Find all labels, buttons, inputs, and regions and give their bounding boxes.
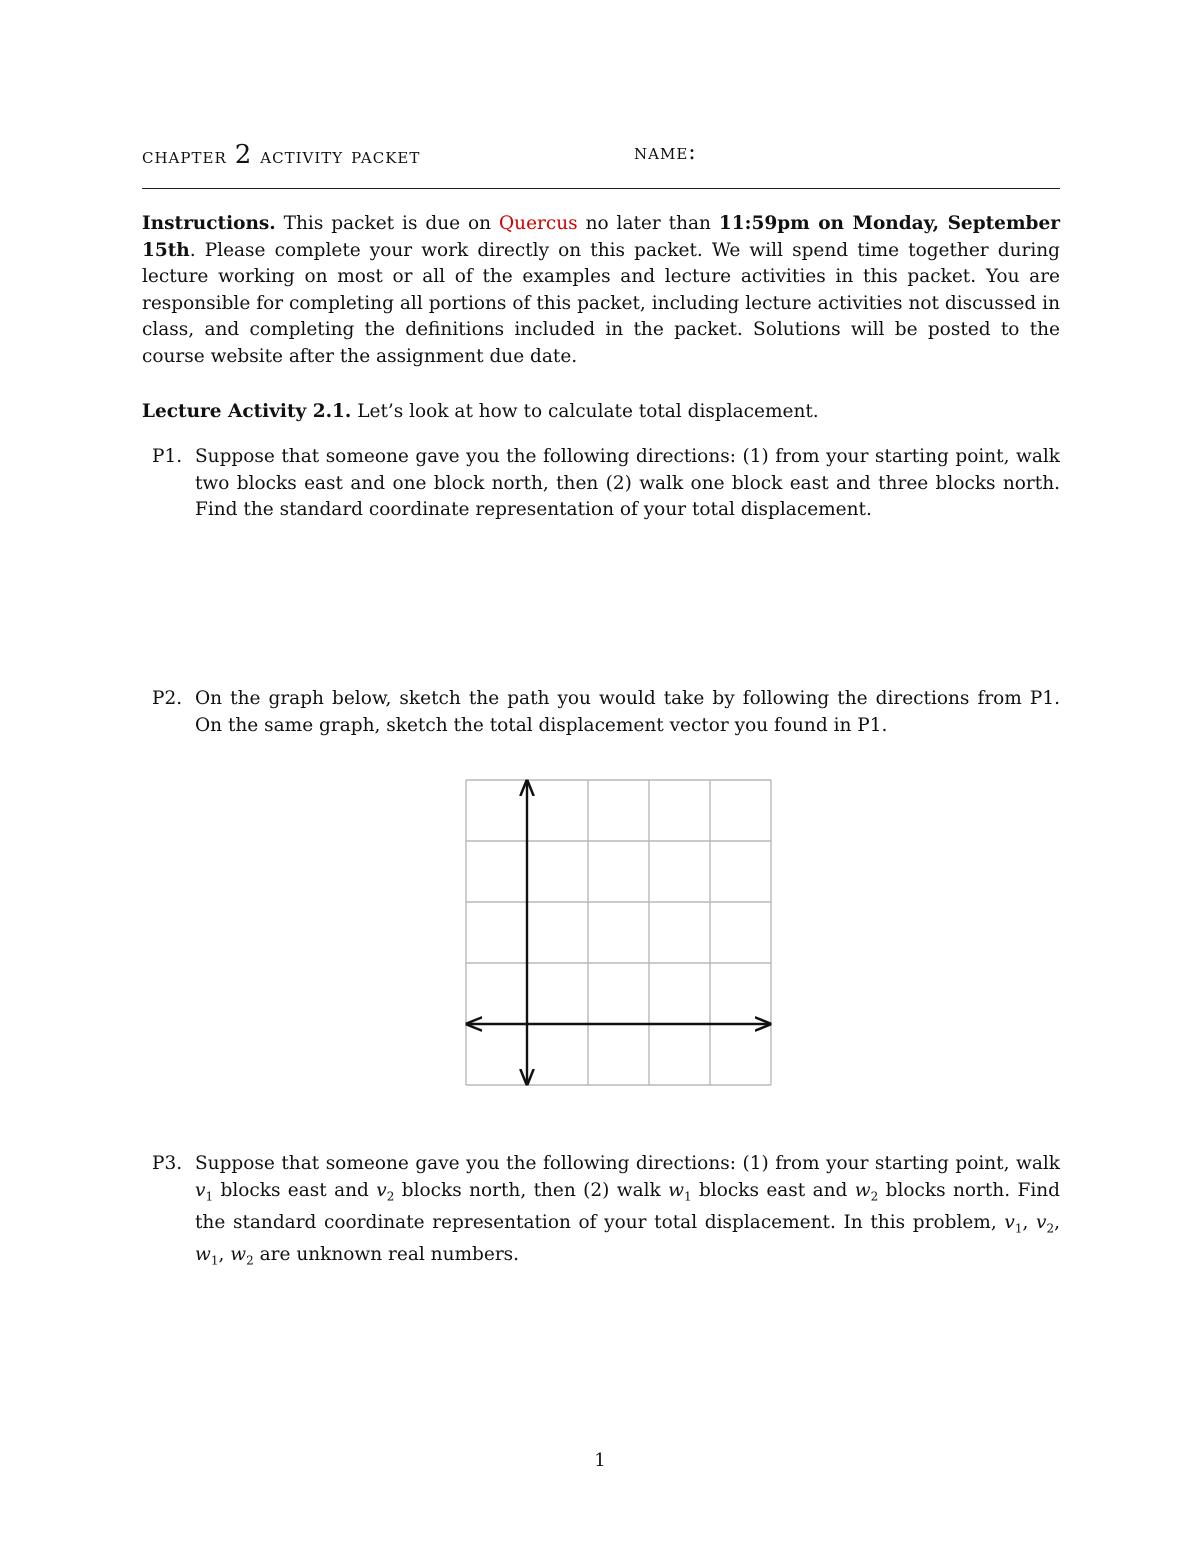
- problem-label: P2.: [152, 688, 183, 709]
- var-v1: $v_1$: [195, 1179, 214, 1204]
- lecture-activity-heading: Lecture Activity 2.1. Let’s look at how to calculate total displacement.: [142, 401, 819, 422]
- problem-text: Suppose that someone gave you the following directions: (1) from your starting point, walk two blocks east and one block north, then (2) walk one block east and three blocks north. Find the standard coordinate representation of your total displacement.: [195, 446, 1060, 520]
- instructions-paragraph: Instructions. This packet is due on Quercus no later than 11:59pm on Monday, September 15th. Please complete your work directly on this packet. We will spend time together during lecture working on most or all of the examples and lecture activities in this packet. You are responsible for completing all portions of this packet, including lecture activities not discussed in class, and completing the definitions included in the packet. Solutions will be posted to the course website after the assignment due date.: [142, 213, 1060, 367]
- name-label: name:: [634, 140, 697, 165]
- var-list-w1: $w_1$: [195, 1243, 219, 1268]
- quercus-link[interactable]: Quercus: [498, 213, 578, 234]
- coordinate-grid: [460, 772, 780, 1092]
- var-list-v2: $v_2$: [1036, 1211, 1055, 1236]
- problem-label: P3.: [152, 1153, 183, 1174]
- instructions-label: Instructions.: [142, 213, 276, 234]
- header-rule: [142, 188, 1060, 189]
- grid-lines: [466, 780, 771, 1085]
- problem-text: Suppose that someone gave you the following directions: (1) from your starting point, walk $v_1$ blocks east and $v_2$ blocks north, then (2) walk $w_1$ blocks east and $w_2$ blocks north. Find the standard coordinate representation of your total displacement. In this problem, $v_1$, $v_2$, $w_1$, $w_2$ are unknown real numbers.: [195, 1153, 1060, 1268]
- var-v2: $v_2$: [376, 1179, 395, 1204]
- var-list-w2: $w_2$: [230, 1243, 254, 1268]
- page-number: 1: [594, 1450, 606, 1471]
- packet-title: chapter 2 activity packet: [142, 140, 421, 170]
- var-w1: $w_1$: [668, 1179, 692, 1204]
- page-header: [142, 140, 1060, 170]
- var-list-v1: $v_1$: [1004, 1211, 1023, 1236]
- deadline-text: 11:59pm on Monday, September 15th: [142, 213, 1060, 261]
- var-w2: $w_2$: [854, 1179, 879, 1204]
- problem-label: P1.: [152, 446, 183, 467]
- problem-text: On the graph below, sketch the path you would take by following the directions from P1. On the same graph, sketch the total displacement vector you found in P1.: [195, 688, 1060, 736]
- activity-label: Lecture Activity 2.1.: [142, 401, 352, 422]
